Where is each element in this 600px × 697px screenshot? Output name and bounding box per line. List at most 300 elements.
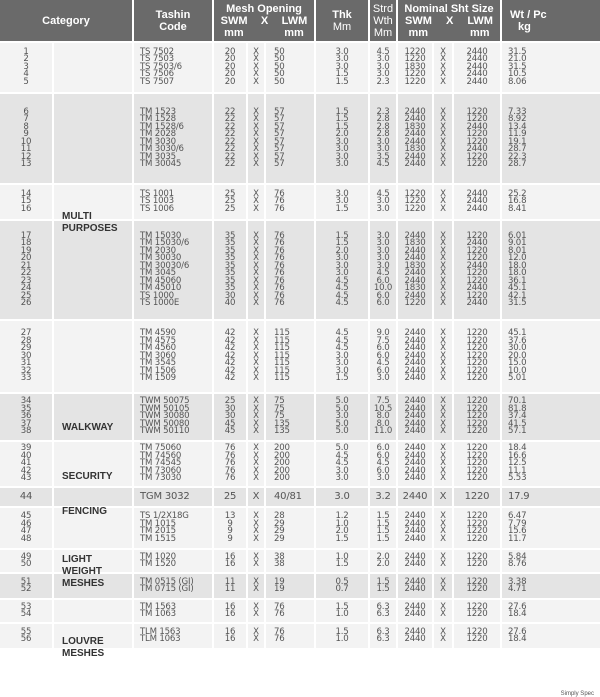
- value-n1: 1830: [404, 238, 426, 248]
- value-lwm: 76: [274, 253, 285, 263]
- value-n1: 2440: [404, 418, 426, 429]
- value-code: TM 45060: [140, 275, 182, 286]
- value-nx: X: [440, 136, 446, 147]
- value-x: X: [253, 196, 259, 207]
- value-thk: 1.0: [335, 551, 349, 562]
- value-strd: 3.0: [376, 69, 390, 80]
- value-code: TM 30030: [140, 253, 182, 263]
- value-lwm: 200: [274, 465, 290, 476]
- value-x: X: [253, 188, 259, 199]
- category-label: [56, 502, 134, 522]
- value-thk: 3.0: [335, 268, 349, 278]
- value-wt: 31.5: [508, 46, 527, 57]
- value-strd: 6.0: [376, 465, 390, 476]
- value-nx: X: [440, 626, 446, 637]
- value-thk: 3.0: [335, 46, 349, 57]
- value-n1: 2440: [404, 343, 426, 354]
- value-x: X: [253, 350, 259, 361]
- value-no: 53: [20, 601, 32, 612]
- cell-nx: [434, 600, 454, 622]
- value-n2: 2440: [466, 188, 488, 199]
- value-no: 45: [20, 511, 32, 521]
- value-n2: 1220: [466, 551, 488, 562]
- value-strd: 8.0: [376, 411, 390, 422]
- value-code: TM 45010: [140, 283, 182, 293]
- cell-strd: [370, 221, 398, 319]
- value-lwm: 76: [274, 196, 285, 207]
- value-wt: 18.4: [508, 634, 527, 644]
- value-strd: 2.0: [376, 559, 390, 569]
- value-nx: X: [440, 526, 446, 536]
- value-thk: 3.0: [335, 253, 349, 263]
- value-nx: X: [440, 533, 446, 544]
- value-no: 11: [20, 144, 32, 154]
- value-code: TWM 30080: [140, 411, 190, 422]
- value-lwm: 76: [274, 260, 285, 271]
- cell-strd: [370, 442, 398, 486]
- value-no: 32: [20, 365, 32, 376]
- value-thk: 4.5: [335, 343, 349, 354]
- cell-wt: [502, 43, 548, 92]
- value-swm: 9: [227, 518, 233, 529]
- cell-no: [0, 488, 54, 506]
- value-swm: 42: [224, 365, 236, 376]
- value-strd: 6.0: [376, 275, 390, 286]
- cell-code: [134, 221, 214, 319]
- value-n2: 1220: [466, 268, 488, 278]
- value-wt: 5.53: [508, 473, 527, 484]
- value-wt: 5.84: [508, 551, 527, 562]
- value-thk: 0.5: [335, 576, 349, 587]
- value-nx: X: [440, 328, 446, 339]
- value-code: TM 30030/6: [140, 260, 190, 271]
- value-wt: 18.0: [508, 260, 527, 271]
- value-thk: 2.0: [335, 129, 349, 139]
- cell-x: [248, 321, 266, 392]
- value-x: X: [253, 426, 259, 437]
- value-thk: 1.5: [335, 559, 349, 569]
- value-code: TM 0715 (GI): [140, 584, 194, 594]
- value-n2: 1220: [466, 473, 488, 484]
- value-no: 36: [20, 411, 32, 422]
- value-code: TM 3045: [140, 268, 176, 278]
- cell-strd: [370, 394, 398, 440]
- value-wt: 45.1: [508, 328, 527, 339]
- value-x: X: [253, 283, 259, 293]
- category-text: WALKWAY: [62, 422, 114, 433]
- value-nx: X: [440, 159, 446, 169]
- value-n2: 2440: [466, 76, 488, 87]
- cell-thk: [316, 442, 370, 486]
- table-header: [0, 0, 600, 43]
- value-no: 30: [20, 350, 32, 361]
- value-n1: 2440: [404, 533, 426, 544]
- value-lwm: 135: [274, 426, 290, 437]
- value-code: TM 1563: [140, 601, 176, 612]
- value-lwm: 57: [274, 106, 285, 117]
- value-n1: 2440: [404, 159, 426, 169]
- value-swm: 25: [224, 188, 236, 199]
- value-n2: 1220: [466, 601, 488, 612]
- value-no: 48: [20, 533, 32, 544]
- cell-nx: [434, 488, 454, 506]
- value-code: TS 1000: [140, 290, 174, 301]
- cell-lwm: [266, 508, 316, 548]
- value-wt: 9.01: [508, 238, 527, 248]
- value-code: TM 1528: [140, 114, 176, 124]
- cell-swm: [214, 221, 248, 319]
- cell-n1: [398, 394, 434, 440]
- cell-code: [134, 488, 214, 506]
- value-thk: 1.5: [335, 69, 349, 80]
- value-n2: 2440: [466, 46, 488, 57]
- value-n2: 1220: [466, 151, 488, 162]
- value-code: TM 1020: [140, 551, 176, 562]
- value-strd: 4.5: [376, 268, 390, 278]
- value-wt: 18.4: [508, 609, 527, 619]
- value-x: X: [253, 418, 259, 429]
- value-no: 2: [23, 54, 29, 65]
- cell-lwm: [266, 574, 316, 598]
- value-swm: 76: [224, 465, 236, 476]
- value-thk: 4.5: [335, 275, 349, 286]
- value-n2: 1220: [466, 350, 488, 361]
- value-no: 24: [20, 283, 32, 293]
- value-n2: 2440: [466, 298, 488, 308]
- cell-wt: [502, 394, 548, 440]
- value-no: 20: [20, 253, 32, 263]
- value-nx: X: [440, 576, 446, 587]
- value-no: 56: [20, 634, 32, 644]
- value-strd: 3.0: [376, 260, 390, 271]
- value-nx: X: [440, 350, 446, 361]
- value-no: 49: [20, 551, 32, 562]
- category-text: LOUVRE MESHES: [62, 636, 105, 659]
- value-swm: 35: [224, 238, 236, 248]
- cell-x: [248, 43, 266, 92]
- value-swm: 25: [224, 203, 236, 214]
- header-weight: Wt / Pc kg: [510, 8, 547, 33]
- value-n2: 1220: [466, 584, 488, 594]
- value-thk: 3.0: [335, 54, 349, 65]
- value-swm: 35: [224, 245, 236, 256]
- value-wt: 21.0: [508, 54, 527, 65]
- value-n1: 1830: [404, 283, 426, 293]
- value-no: 29: [20, 343, 32, 354]
- value-swm: 40: [224, 298, 236, 308]
- value-wt: 18.4: [508, 443, 527, 454]
- cell-n2: [454, 94, 502, 183]
- cell-code: [134, 43, 214, 92]
- value-code: TM 74545: [140, 458, 182, 469]
- value-swm: 22: [224, 106, 236, 117]
- value-strd: 2.8: [376, 129, 390, 139]
- value-wt: 16.6: [508, 450, 527, 461]
- value-code: TM 3030: [140, 136, 176, 147]
- value-no: 47: [20, 526, 32, 536]
- value-x: X: [253, 203, 259, 214]
- value-x: X: [253, 121, 259, 132]
- value-wt: 17.9: [508, 491, 530, 502]
- cell-n2: [454, 624, 502, 648]
- value-n2: 1220: [466, 450, 488, 461]
- value-n2: 1220: [466, 518, 488, 529]
- value-strd: 6.3: [376, 609, 390, 619]
- value-swm: 25: [224, 396, 236, 407]
- value-nx: X: [440, 61, 446, 72]
- cell-n1: [398, 43, 434, 92]
- cell-lwm: [266, 550, 316, 572]
- value-nx: X: [440, 343, 446, 354]
- value-nx: X: [440, 238, 446, 248]
- value-wt: 31.5: [508, 61, 527, 72]
- cell-code: [134, 508, 214, 548]
- value-n2: 1220: [466, 114, 488, 124]
- value-code: TWM 50080: [140, 418, 190, 429]
- value-no: 3: [23, 61, 29, 72]
- value-nx: X: [440, 551, 446, 562]
- value-swm: 30: [224, 403, 236, 414]
- value-strd: 3.0: [376, 238, 390, 248]
- value-n1: 2440: [404, 358, 426, 369]
- value-lwm: 76: [274, 275, 285, 286]
- value-code: TLM 1563: [140, 626, 181, 637]
- value-n2: 1220: [466, 343, 488, 354]
- value-strd: 10.5: [373, 403, 393, 414]
- value-nx: X: [440, 403, 446, 414]
- cell-thk: [316, 624, 370, 648]
- value-strd: 11.0: [373, 426, 393, 437]
- value-thk: 5.0: [335, 426, 349, 437]
- value-swm: 11: [224, 584, 236, 594]
- value-swm: 16: [224, 601, 236, 612]
- value-code: TS 1/2X18G: [140, 511, 189, 521]
- header-thk: Thk Mm: [316, 0, 370, 41]
- value-n1: 1220: [404, 188, 426, 199]
- cell-strd: [370, 185, 398, 219]
- value-wt: 42.1: [508, 290, 527, 301]
- value-n1: 2440: [404, 526, 426, 536]
- value-thk: 5.0: [335, 403, 349, 414]
- value-n1: 2440: [404, 450, 426, 461]
- cell-n2: [454, 600, 502, 622]
- value-strd: 10.0: [373, 283, 393, 293]
- value-wt: 15.6: [508, 526, 527, 536]
- value-x: X: [253, 365, 259, 376]
- cell-swm: [214, 442, 248, 486]
- value-thk: 1.5: [335, 121, 349, 132]
- cell-n1: [398, 574, 434, 598]
- value-lwm: 76: [274, 188, 285, 199]
- value-no: 38: [20, 426, 32, 437]
- value-nx: X: [440, 106, 446, 117]
- value-wt: 16.8: [508, 196, 527, 207]
- cell-lwm: [266, 442, 316, 486]
- value-thk: 5.0: [335, 418, 349, 429]
- value-nx: X: [440, 465, 446, 476]
- value-n1: 2440: [404, 373, 426, 384]
- value-wt: 13.4: [508, 121, 527, 132]
- value-nx: X: [440, 144, 446, 154]
- value-n2: 1220: [466, 290, 488, 301]
- value-strd: 8.0: [376, 418, 390, 429]
- value-lwm: 115: [274, 358, 290, 369]
- cell-nx: [434, 550, 454, 572]
- value-strd: 2.3: [376, 106, 390, 117]
- cell-wt: [502, 600, 548, 622]
- value-nx: X: [440, 411, 446, 422]
- table-body: [0, 43, 600, 659]
- value-thk: 5.0: [335, 396, 349, 407]
- cell-lwm: [266, 43, 316, 92]
- value-no: 54: [20, 609, 32, 619]
- value-thk: 5.0: [335, 443, 349, 454]
- value-lwm: 200: [274, 450, 290, 461]
- value-n2: 1220: [466, 136, 488, 147]
- value-n2: 1220: [466, 129, 488, 139]
- value-swm: 20: [224, 61, 236, 72]
- value-n1: 1830: [404, 260, 426, 271]
- value-n2: 2440: [466, 260, 488, 271]
- value-n1: 2440: [404, 443, 426, 454]
- value-no: 46: [20, 518, 32, 529]
- value-x: X: [253, 260, 259, 271]
- cell-nx: [434, 221, 454, 319]
- cell-nx: [434, 394, 454, 440]
- value-nx: X: [440, 511, 446, 521]
- value-no: 31: [20, 358, 32, 369]
- value-n2: 2440: [466, 69, 488, 80]
- value-swm: 35: [224, 260, 236, 271]
- value-swm: 22: [224, 114, 236, 124]
- cell-x: [248, 550, 266, 572]
- value-n1: 2440: [404, 253, 426, 263]
- value-no: 18: [20, 238, 32, 248]
- cell-code: [134, 442, 214, 486]
- cell-n2: [454, 221, 502, 319]
- value-strd: 6.0: [376, 290, 390, 301]
- value-wt: 37.6: [508, 335, 527, 346]
- cell-lwm: [266, 488, 316, 506]
- value-no: 27: [20, 328, 32, 339]
- value-swm: 45: [224, 418, 236, 429]
- value-code: TM 15030/6: [140, 238, 190, 248]
- value-thk: 1.5: [335, 533, 349, 544]
- value-n2: 1220: [466, 458, 488, 469]
- cell-code: [134, 94, 214, 183]
- value-lwm: 115: [274, 335, 290, 346]
- value-n1: 2440: [404, 458, 426, 469]
- value-code: TM 0515 (GI): [140, 576, 194, 587]
- value-nx: X: [440, 46, 446, 57]
- value-n1: 2440: [404, 396, 426, 407]
- value-nx: X: [440, 559, 446, 569]
- value-code: TWM 50110: [140, 426, 190, 437]
- value-wt: 7.79: [508, 518, 527, 529]
- value-n1: 2440: [404, 601, 426, 612]
- value-n1: 2440: [402, 491, 428, 502]
- value-wt: 37.4: [508, 411, 527, 422]
- value-thk: 4.5: [335, 450, 349, 461]
- value-n1: 1220: [404, 298, 426, 308]
- value-nx: X: [440, 69, 446, 80]
- cell-strd: [370, 488, 398, 506]
- cell-n1: [398, 550, 434, 572]
- value-no: 21: [20, 260, 32, 271]
- value-n2: 1220: [464, 491, 490, 502]
- value-no: 14: [20, 188, 32, 199]
- value-lwm: 28: [274, 511, 285, 521]
- value-thk: 4.5: [335, 328, 349, 339]
- value-swm: 76: [224, 458, 236, 469]
- cell-code: [134, 624, 214, 648]
- value-lwm: 76: [274, 290, 285, 301]
- value-strd: 3.0: [376, 373, 390, 384]
- value-strd: 1.5: [376, 511, 390, 521]
- value-n1: 1220: [404, 203, 426, 214]
- cell-thk: [316, 508, 370, 548]
- value-strd: 3.0: [376, 54, 390, 65]
- value-nx: X: [440, 584, 446, 594]
- value-no: 16: [20, 203, 32, 214]
- value-strd: 3.0: [376, 473, 390, 484]
- cell-wt: [502, 488, 548, 506]
- value-thk: 3.0: [335, 159, 349, 169]
- value-thk: 1.0: [335, 634, 349, 644]
- value-strd: 1.5: [376, 533, 390, 544]
- cell-n2: [454, 442, 502, 486]
- value-lwm: 38: [274, 551, 285, 562]
- cell-swm: [214, 600, 248, 622]
- value-lwm: 115: [274, 365, 290, 376]
- cell-x: [248, 94, 266, 183]
- value-strd: 2.8: [376, 121, 390, 132]
- value-n2: 1220: [466, 443, 488, 454]
- value-nx: X: [440, 283, 446, 293]
- value-x: X: [253, 403, 259, 414]
- cell-no: [0, 550, 54, 572]
- cell-swm: [214, 185, 248, 219]
- value-code: TWM 50105: [140, 403, 190, 414]
- value-lwm: 75: [274, 403, 285, 414]
- value-code: TM 2028: [140, 129, 176, 139]
- value-nx: X: [440, 298, 446, 308]
- value-nx: X: [440, 473, 446, 484]
- value-nx: X: [440, 54, 446, 65]
- value-strd: 3.0: [376, 253, 390, 263]
- value-wt: 8.06: [508, 76, 527, 87]
- value-strd: 3.0: [376, 196, 390, 207]
- value-lwm: 76: [274, 230, 285, 241]
- value-nx: X: [440, 76, 446, 87]
- value-n2: 1220: [466, 373, 488, 384]
- value-strd: 6.0: [376, 343, 390, 354]
- value-n2: 1220: [466, 358, 488, 369]
- value-nx: X: [440, 518, 446, 529]
- cell-swm: [214, 94, 248, 183]
- value-lwm: 200: [274, 458, 290, 469]
- value-swm: 16: [224, 609, 236, 619]
- cell-strd: [370, 600, 398, 622]
- value-n2: 1220: [466, 365, 488, 376]
- value-code: TS 1000E: [140, 298, 180, 308]
- value-n2: 1220: [466, 396, 488, 407]
- cell-n1: [398, 624, 434, 648]
- value-code: TM 3545: [140, 358, 176, 369]
- value-no: 37: [20, 418, 32, 429]
- value-wt: 36.1: [508, 275, 527, 286]
- value-no: 39: [20, 443, 32, 454]
